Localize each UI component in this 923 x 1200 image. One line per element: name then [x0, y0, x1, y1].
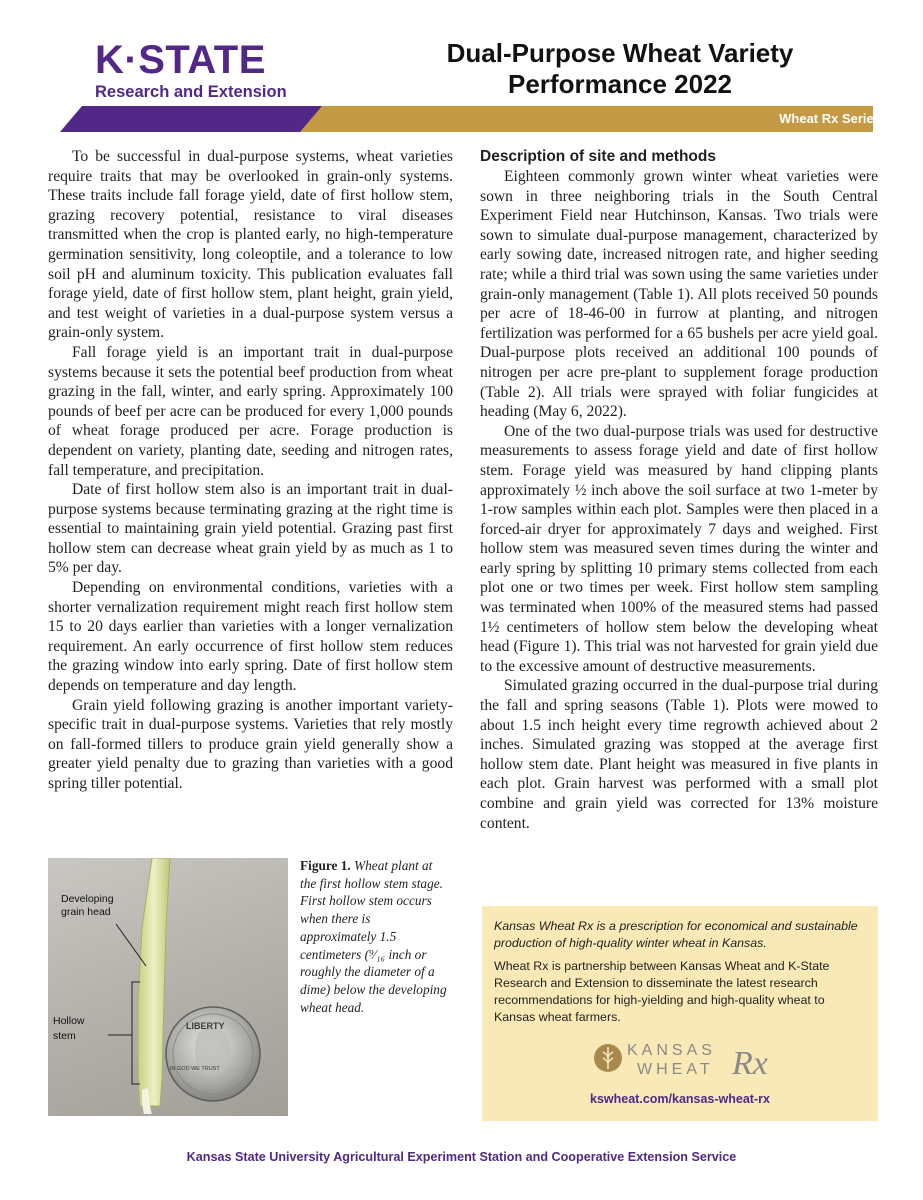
series-label: Wheat Rx Series	[779, 111, 881, 126]
body-paragraph: Grain yield following grazing is another important variety-specific trait in dual-purpose systems. Varieties that rely mostly on fall-formed tillers to produce grain yield generally show a greater yield penalty due to grazing than varieties with a good spring tiller potential.	[48, 696, 453, 792]
label-hollow-stem-2: stem	[53, 1030, 76, 1042]
kansas-wheat-logo-bottom: WHEAT	[637, 1061, 714, 1078]
coin-legend-top: LIBERTY	[186, 1021, 225, 1031]
section-heading: Description of site and methods	[480, 148, 716, 165]
body-paragraph: Fall forage yield is an important trait in dual-purpose systems because it sets the potential beef production from wheat grazing in the fall, winter, and early spring. Approximately 100 pounds of beef per acre can be produced for every 1,000 pounds of wheat forage produced per acre. Forage production is dependent on variety, planting date, seeding and nitrogen rates, fall temperature, and precipitation.	[48, 343, 453, 479]
wheat-rx-sidebar	[482, 906, 878, 1121]
label-grain-head-2: grain head	[61, 906, 111, 918]
right-column	[480, 147, 878, 833]
sidebar-body: Wheat Rx is partnership between Kansas Wheat and K-State Research and Extension to disseminate the latest research recommendations for high-yielding and high-quality wheat to Kansas wheat farmers.	[494, 959, 830, 1024]
body-paragraph: Depending on environmental conditions, varieties with a shorter vernalization requirement might reach first hollow stem 15 to 20 days earlier than varieties with a longer vernalization requirement. An early occurrence of first hollow stem reduces the grazing window into early spring. Date of first hollow stem depends on temperature and day length.	[48, 579, 453, 695]
body-paragraph: To be successful in dual-purpose systems, wheat varieties require traits that may be overlooked in grain-only systems. These traits include fall forage yield, date of first hollow stem, grazing recovery potential, resistance to viral diseases transmitted when the crop is planted early, no high-temperature germination sensitivity, long coleoptile, and a tolerance to low soil pH and aluminum toxicity. This publication evaluates fall forage yield, date of first hollow stem, plant height, grain yield, and test weight of varieties in a dual-purpose system versus a grain-only system.	[48, 148, 453, 342]
logo-tagline: Research and Extension	[95, 83, 287, 101]
body-paragraph: Eighteen commonly grown winter wheat varieties were sown in three neighboring trials in the South Central Experiment Field near Hutchinson, Kansas. Two trials were sown to simulate dual-purpose management, characterized by early sowing date, increased nitrogen rate, and higher seeding rate; while a third trial was sown using the same varieties under grain-only management (Table 1). All plots received 50 pounds per acre of 18-46-00 in furrow at planting, and nitrogen fertilization was performed for a 65 bushels per acre yield goal. Dual-purpose plots received an additional 100 pounds of nitrogen per acre pre-plant to supplement forage production (Table 2). All trials were sprayed with foliar fungicides at heading (May 6, 2022).	[480, 168, 878, 421]
logo-wordmark: K·STATE	[95, 38, 266, 82]
left-column	[48, 147, 453, 794]
sidebar-intro: Kansas Wheat Rx is a prescription for economical and sustainable production of high-quality winter wheat in Kansas.	[494, 919, 858, 950]
footer: Kansas State University Agricultural Experiment Station and Cooperative Extension Service	[186, 1150, 737, 1164]
body-paragraph: Date of first hollow stem also is an important trait in dual-purpose systems because terminating grazing at the right time is essential to maintaining grain yield potential. Grazing past first hollow stem can decrease wheat grain yield by as much as 1 to 5% per day.	[48, 481, 453, 577]
kansas-wheat-logo	[592, 1034, 772, 1082]
figure-caption	[300, 857, 450, 1016]
figure-number: Figure 1.	[300, 858, 351, 873]
kstate-logo	[95, 40, 305, 102]
header-bar-purple	[60, 106, 325, 132]
wheat-stem-illustration	[48, 858, 288, 1116]
title-line-1: Dual-Purpose Wheat Variety	[446, 38, 794, 68]
kswheat-link[interactable]: kswheat.com/kansas-wheat-rx	[590, 1092, 770, 1106]
figure-caption-text: Wheat plant at the first hollow stem stage. First hollow stem occurs when there is approximately 1.5 centimeters (⁹⁄₁₆ inch or roughly the diameter of a dime) below the developing wheat head.	[300, 858, 447, 1015]
kansas-wheat-logo-rx: Rx	[732, 1045, 768, 1082]
label-hollow-stem-1: Hollow	[53, 1015, 85, 1027]
title-line-2: Performance 2022	[507, 69, 733, 99]
body-paragraph: One of the two dual-purpose trials was used for destructive measurements to assess forage yield and date of first hollow stem. Forage yield was measured by hand clipping plants approximately ½ inch above the soil surface at two 1-meter by 1-row samples within each plot. Samples were then placed in a forced-air dryer for approximately 7 days and weighed. First hollow stem was measured seven times during the winter and early spring by splitting 10 primary stems collected from each plot one or two times per week. First hollow stem sampling was terminated when 100% of the measured stems had passed 1½ centimeters of hollow stem below the developing wheat head (Figure 1). This trial was not harvested for grain yield due to the excessive amount of destructive measurements.	[480, 422, 878, 675]
page-title	[370, 38, 870, 100]
label-grain-head-1: Developing	[61, 893, 114, 905]
body-paragraph: Simulated grazing occurred in the dual-purpose trial during the fall and spring seasons (Table 1). Plots were mowed to about 1.5 inch height every time regrowth achieved about 2 inches. Simulated grazing was stopped at the average first hollow stem date. Plant height was measured in five plants in each plot. Grain harvest was performed with a small plot combine and grain yield was corrected for 13% moisture content.	[480, 677, 878, 832]
kansas-wheat-logo-top: KANSAS	[627, 1042, 716, 1059]
figure-photo	[48, 858, 288, 1116]
coin-legend-bottom: IN GOD WE TRUST	[170, 1066, 220, 1072]
